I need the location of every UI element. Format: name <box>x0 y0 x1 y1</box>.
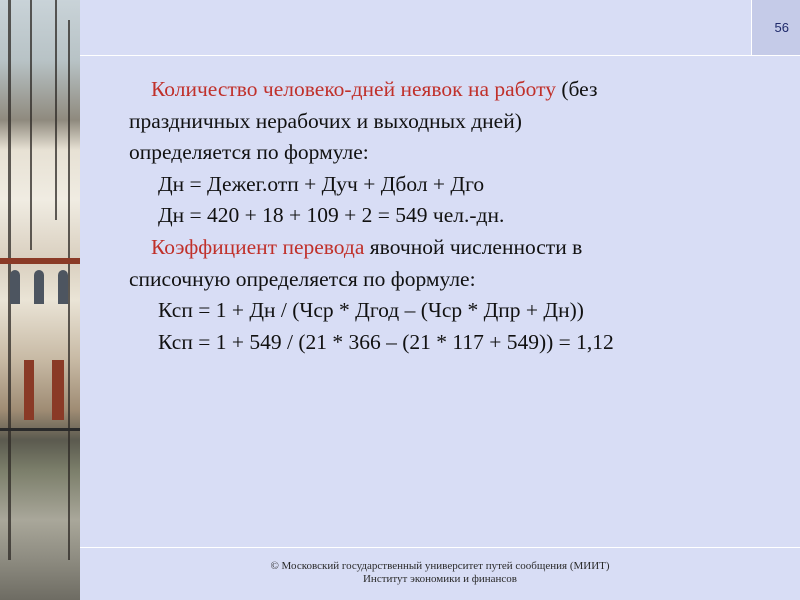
formula-3: Ксп = 1 + Дн / (Чср * Дгод – (Чср * Дпр + Дн)) <box>158 298 584 323</box>
footer-divider <box>80 547 800 548</box>
page-number-box <box>751 0 800 56</box>
header-divider <box>80 55 751 56</box>
building-photo <box>0 0 80 600</box>
footer-copyright: © Московский государственный университет путей сообщения (МИИТ) <box>270 560 610 572</box>
formula-4: Ксп = 1 + 549 / (21 * 366 – (21 * 117 + 549)) = 1,12 <box>158 329 614 354</box>
paragraph1-line3: определяется по формуле: <box>129 140 369 165</box>
paragraph2-rest: явочной численности в <box>364 234 583 259</box>
paragraph2-accent: Коэффициент перевода <box>151 234 365 259</box>
formula-1: Дн = Дежег.отп + Дуч + Дбол + Дго <box>158 171 485 196</box>
paragraph1-line2: праздничных нерабочих и выходных дней) <box>129 108 522 133</box>
page-number: 56 <box>774 20 789 35</box>
formula-2: Дн = 420 + 18 + 109 + 2 = 549 чел.-дн. <box>158 203 505 228</box>
paragraph1-rest: (без <box>555 77 598 101</box>
paragraph2-line1 <box>129 232 769 264</box>
slide-body <box>129 74 769 358</box>
footer-institute: Институт экономики и финансов <box>362 573 518 585</box>
paragraph2-line2: списочную определяется по формуле: <box>129 266 476 291</box>
footer <box>80 560 800 586</box>
paragraph1-line1 <box>129 74 769 106</box>
paragraph1-accent: Количество человеко-дней неявок на работу <box>151 77 556 101</box>
